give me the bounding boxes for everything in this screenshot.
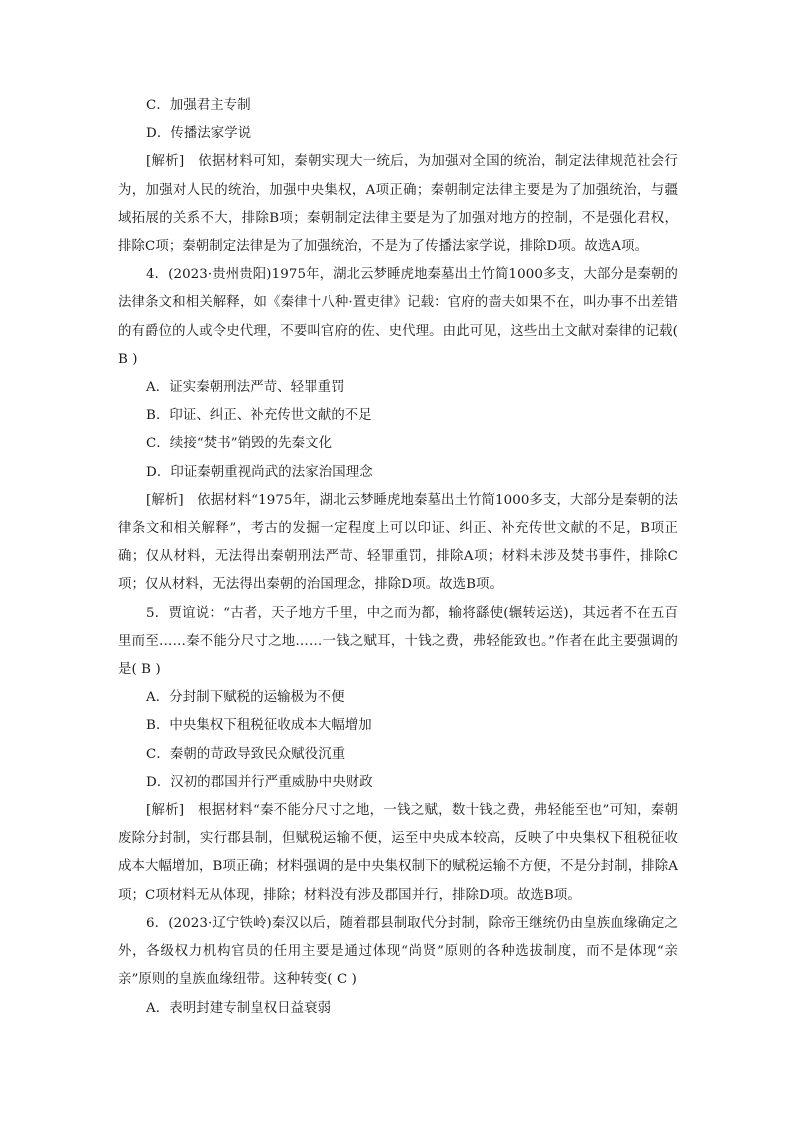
option-a-q5: A．分封制下赋税的运输极为不便 bbox=[146, 690, 345, 706]
option-a-q6: A．表明封建专制皇权日益衰弱 bbox=[146, 1000, 332, 1016]
analysis-q3: [解析] 依据材料可知，秦朝实现大一统后，为加强对全国的统治，制定法律规范社会行为，加强对人民的统治，加强中央集权，A项正确；秦朝制定法律主要是为了加强统治，与疆域拓展的关系不大，排除B项；秦朝制定法律主要是为了加强对地方的控制，不是强化君权，排除C项；秦朝制定法律是为了加强统治，不是为了传播法家学说，排除D项。故选A项。 bbox=[118, 154, 678, 255]
analysis-q4: [解析] 依据材料“1975年，湖北云梦睡虎地秦墓出土竹简1000多支，大部分是秦朝的法律条文和相关解释”，考古的发掘一定程度上可以印证、纠正、补充传世文献的不足，B项正确；仅从材料，无法得出秦朝刑法严苛、轻罪重罚，排除A项；材料未涉及焚书事件，排除C项；仅从材料，无法得出秦朝的治国理念，排除D项。故选B项。 bbox=[118, 492, 678, 593]
question-4: 4．(2023·贵州贵阳)1975年，湖北云梦睡虎地秦墓出土竹简1000多支，大部分是秦朝的法律条文和相关解释，如《秦律十八种·置吏律》记载：官府的啬夫如果不在，叫办事不出差错的有爵位的人或令史代理，不要叫官府的佐、史代理。由此可见，这些出土文献对秦律的记载( B ) bbox=[118, 267, 678, 367]
option-c-q3: C．加强君主专制 bbox=[146, 98, 251, 113]
option-d-q5: D．汉初的郡国并行严重威胁中央财政 bbox=[146, 774, 373, 790]
option-b-q4: B．印证、纠正、补充传世文献的不足 bbox=[146, 408, 372, 424]
option-b-q5: B．中央集权下租税征收成本大幅增加 bbox=[146, 718, 372, 734]
option-c-q4: C．续接“焚书”销毁的先秦文化 bbox=[146, 436, 333, 452]
document-body bbox=[118, 92, 678, 1023]
question-6: 6．(2023·辽宁铁岭)秦汉以后，随着郡县制取代分封制，除帝王继统仍由皇族血缘确定之外，各级权力机构官员的任用主要是通过体现“尚贤”原则的各种选拔制度，而不是体现“亲亲”原则的皇族血缘纽带。这种转变( C ) bbox=[118, 915, 678, 988]
option-a-q4: A．证实秦朝刑法严苛、轻罪重罚 bbox=[146, 380, 345, 396]
option-d-q3: D．传播法家学说 bbox=[146, 126, 252, 142]
option-d-q4: D．印证秦朝重视尚武的法家治国理念 bbox=[146, 464, 373, 480]
analysis-q5: [解析] 根据材料“秦不能分尺寸之地，一钱之赋，数十钱之费，弗轻能至也”可知，秦朝废除分封制，实行郡县制，但赋税运输不便，运至中央成本较高，反映了中央集权下租税征收成本大幅增加，B项正确；材料强调的是中央集权制下的赋税运输不方便，不是分封制，排除A项；C项材料无从体现，排除；材料没有涉及郡国并行，排除D项。故选B项。 bbox=[118, 803, 678, 903]
option-c-q5: C．秦朝的苛政导致民众赋役沉重 bbox=[146, 746, 346, 762]
question-5: 5．贾谊说：“古者，天子地方千里，中之而为都，输将繇使(辗转运送)，其远者不在五百里而至……秦不能分尺寸之地……一钱之赋耳，十钱之费，弗轻能致也。”作者在此主要强调的是( B ) bbox=[118, 605, 678, 678]
